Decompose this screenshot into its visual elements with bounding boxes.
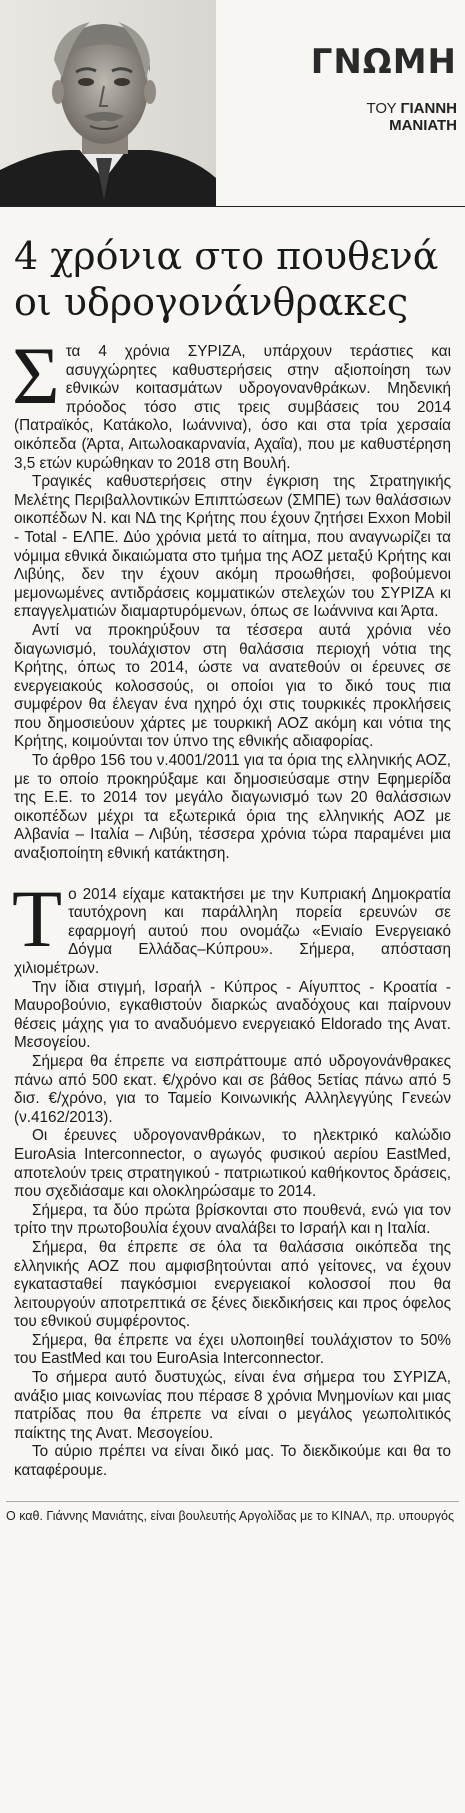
author-note: Ο καθ. Γιάννης Μανιάτης, είναι βουλευτής Αργολίδας με το ΚΙΝΑΛ, πρ. υπουργός	[6, 1501, 459, 1524]
paragraph: Το άρθρο 156 του ν.4001/2011 για τα όρια της ελληνικής ΑΟΖ, με το οποίο προκηρύξαμε και δημοσιεύσαμε στην Εφημερίδα της Ε.Ε. το 2014 τον μεγάλο διαγωνισμό των 20 θαλάσσιων οικοπέδων μέχρι τα εξωτερικά όρια της ελληνικής ΑΟΖ με Αλβανία – Ιταλία – Λιβύη, τέσσερα χρόνια τώρα παραμένει μια αναξιοποίητη εθνική κατάκτηση.	[14, 752, 451, 863]
author-portrait	[0, 0, 216, 206]
paragraph	[12, 330, 451, 473]
paragraph: Σήμερα θα έπρεπε να εισπράττουμε από υδρογονάνθρακες πάνω από 500 εκατ. €/χρόνο και σε βάθος 5ετίας πάνω από 5 δισ. €/χρόνο, για το Ταμείο Κοινωνικής Αλληλεγγύης Γενεών (ν.4162/2013).	[14, 1052, 451, 1126]
paragraph: Τραγικές καθυστερήσεις στην έγκριση της Στρατηγικής Μελέτης Περιβαλλοντικών Επιπτώσεων (ΣΜΠΕ) των θαλάσσιων οικοπέδων Ν. και ΝΔ της Κρήτης που έχουν ζητήσει Exxon Mobil - Total - ΕΛΠΕ. Δύο χρόνια μετά το αίτημα, που αναγνωρίζει τα νόμιμα εθνικά δικαιώματα στο τμήμα της ΑΟΖ μεταξύ Κρήτης και Λιβύης, δεν την έχουν ακόμη προωθήσει, φοβούμενοι μεμονωμένες αντιδράσεις κομματικών στελεχών του ΣΥΡΙΖΑ κι επαγγελματιών διαμαρτυρόμενων, όπως σε Ιωάννινα και Άρτα.	[14, 473, 451, 621]
paragraph: Σήμερα, τα δύο πρώτα βρίσκονται στο πουθενά, ενώ για τον τρίτο την πρωτοβουλία έχουν αναλάβει το Ισραήλ και η Ιταλία.	[14, 1201, 451, 1238]
paragraph: Την ίδια στιγμή, Ισραήλ - Κύπρος - Αίγυπτος - Κροατία - Μαυροβούνιο, εγκαθιστούν διαρκώς αναδόχους και παίρνουν θέσεις μάχης για το αναδυόμενο ενεργειακό Eldorado της Ανατ. Μεσογείου.	[14, 978, 451, 1052]
byline-prefix: ΤΟΥ	[366, 100, 401, 117]
paragraph: Αντί να προκηρύξουν τα τέσσερα αυτά χρόνια νέο διαγωνισμό, τουλάχιστον στη θαλάσσια περιοχή νότια της Κρήτης, όπως το 2014, ώστε να ανατεθούν οι έρευνες σε ενεργειακούς κολοσσούς, οι οποίοι για το δικό τους πια συμφέρον θα έλεγαν ένα ηχηρό όχι στις τουρκικές προκλήσεις που δημοσιεύουν χάρτες με τουρκική ΑΟΖ ακόμη και νότια της Κρήτης, κοιμούνται τον ύπνο της εθνικής αδιαφορίας.	[14, 621, 451, 751]
column-header	[0, 0, 465, 207]
author-portrait-image	[0, 0, 216, 206]
paragraph-text: ο 2014 είχαμε κατακτήσει με την Κυπριακή Δημοκρατία ταυτόχρονη και παράλληλη πορεία ερευνών σε εφαρμογή αυτού που ονομάζω «Ενιαίο Ενεργειακό Δόγμα Ελλάδας–Κύπρου». Σήμερα, απόσταση χιλιομέτρων.	[14, 885, 451, 977]
author-last-name: ΜΑΝΙΑΤΗ	[389, 117, 457, 134]
paragraph: Οι έρευνες υδρογονανθράκων, το ηλεκτρικό καλώδιο EuroAsia Interconnector, ο αγωγός φυσικού αερίου EastMed, αποτελούν τρεις στρατηγικού - πατριωτικού καθήκοντος δράσεις, που σχεδιάσαμε και ολοκληρώσαμε το 2014.	[14, 1127, 451, 1201]
paragraph: Το αύριο πρέπει να είναι δικό μας. Το διεκδικούμε και θα το καταφέρουμε.	[14, 1443, 451, 1480]
author-first-name: ΓΙΑΝΝΗ	[400, 100, 457, 117]
article-body	[0, 330, 465, 1481]
section-2	[12, 872, 451, 1481]
column-tag: ΓΝΩΜΗ	[310, 42, 457, 82]
drop-cap: Σ	[12, 330, 60, 421]
headline: 4 χρόνια στο πουθενά οι υδρογονάνθρακες	[14, 234, 439, 324]
section-gap	[14, 864, 451, 886]
paragraph: Σήμερα, θα έπρεπε σε όλα τα θαλάσσια οικόπεδα της ελληνικής ΑΟΖ που αμφισβητούνται από γείτονες, να έχουν εγκατασταθεί παγκόσμιοι ενεργειακοί κολοσσοί που θα λειτουργούν αποτρεπτικά σε ξένες διεκδικήσεις και προς όφελος του εθνικού συμφέροντος.	[14, 1238, 451, 1331]
byline	[367, 100, 458, 134]
section-1	[12, 330, 451, 864]
paragraph: Το σήμερα αυτό δυστυχώς, είναι ένα σήμερα του ΣΥΡΙΖΑ, ανάξιο μιας κοινωνίας που πέρασε 8 χρόνια Μνημονίων και μιας πατρίδας που θα έπρεπε να είναι ο μεγάλος γεωπολιτικός παίκτης της Ανατ. Μεσογείου.	[14, 1369, 451, 1442]
paragraph-text: τα 4 χρόνια ΣΥΡΙΖΑ, υπάρχουν τεράστιες και ασυγχώρητες καθυστερήσεις στην αξιοποίηση των εθνικών κοιτασμάτων υδρογονανθράκων. Μηδενική πρόοδος τόσο στις τρεις συμβάσεις του 2014 (Πατραϊκός, Κατάκολο, Ιωάννινα), όσο και στα τρία χερσαία οικόπεδα (Άρτα, Αιτωλοακαρνανία, Αχαΐα), που με καθυστέρηση 3,5 ετών κυρώθηκαν το 2018 στη Βουλή.	[14, 343, 451, 472]
paragraph: Σήμερα, θα έπρεπε να έχει υλοποιηθεί τουλάχιστον το 50% του EastMed και του EuroAsia Interconnector.	[14, 1331, 451, 1368]
drop-cap: Τ	[12, 872, 63, 964]
paragraph	[12, 872, 451, 979]
